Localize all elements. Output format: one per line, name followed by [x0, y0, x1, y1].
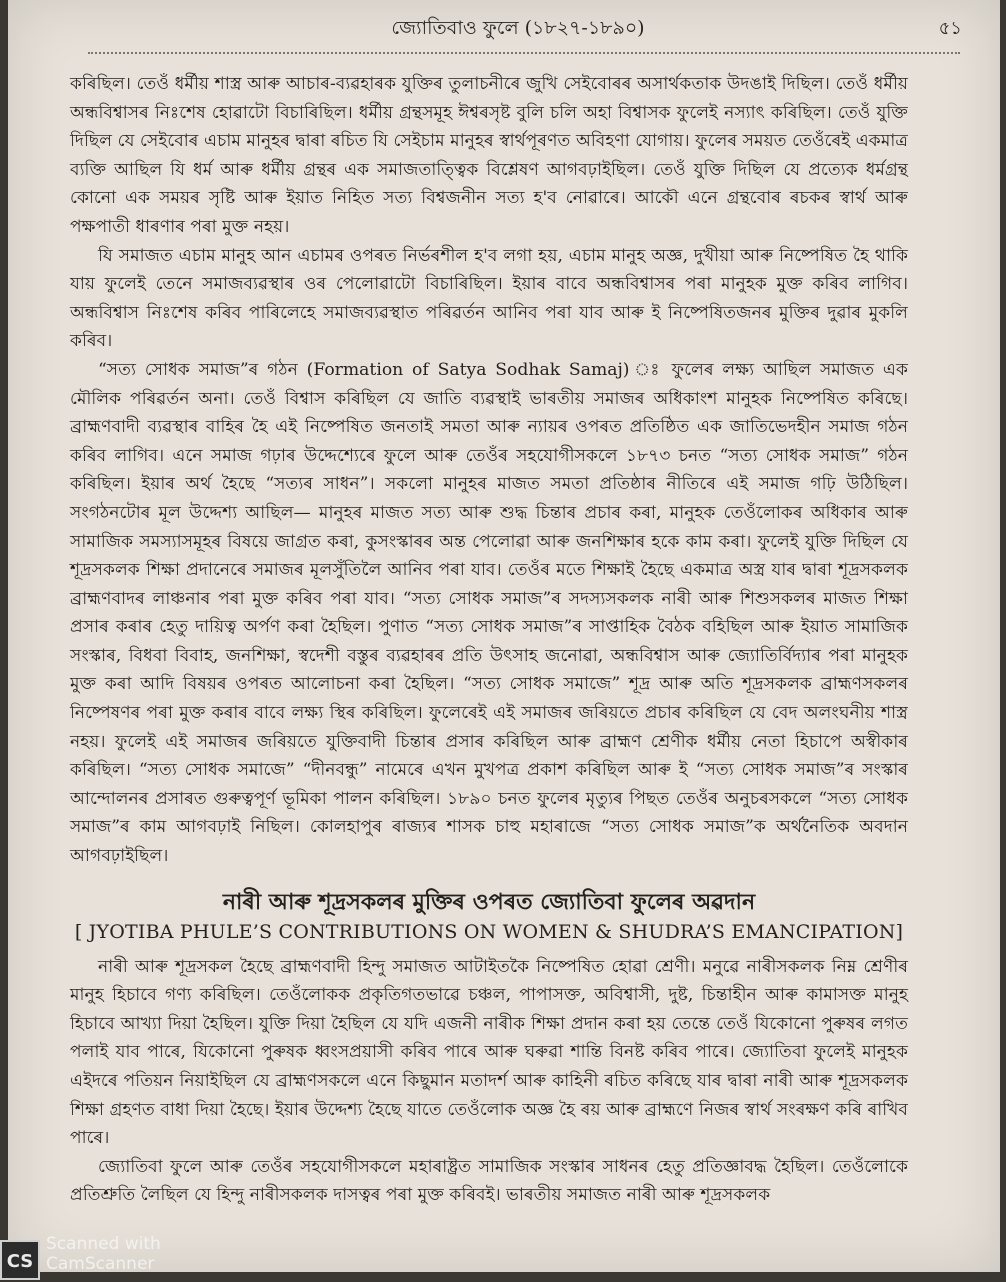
paragraph: যি সমাজত এচাম মানুহ আন এচামৰ ওপৰত নিৰ্ভৰশীল হ'ব লগা হয়, এচাম মানুহ অজ্ঞ, দুখীয়া আৰু নিষ্পেষিত হৈ থাকি যায় ফুলেই তেনে সমাজব্যৱস্থাৰ ওৰ পেলোৱাটো বিচাৰিছিল। ইয়াৰ বাবে অন্ধবিশ্বাসৰ পৰা মানুহক মুক্ত কৰিব লাগিব। অন্ধবিশ্বাস নিঃশেষ কৰিব পাৰিলেহে সমাজব্যৱস্থাত পৰিৱৰ্তন আনিব পৰা যাব আৰু ই নিষ্পেষিতজনৰ মুক্তিৰ দুৱাৰ মুকলি কৰিব।	[70, 242, 908, 356]
section-heading-english: [ JYOTIBA PHULE’S CONTRIBUTIONS ON WOMEN & SHUDRA’S EMANCIPATION]	[70, 917, 908, 947]
camscanner-logo-icon: CS	[0, 1240, 40, 1280]
paragraph-satya-sodhak: “সত্য সোধক সমাজ”ৰ গঠন (Formation of Satya Sodhak Samaj) ঃ ফুলেৰ লক্ষ্য আছিল সমাজত এক মৌলিক পৰিৱৰ্তন অনা। তেওঁ বিশ্বাস কৰিছিল যে জাতি ব্যৱস্থাই ভাৰতীয় সমাজৰ অধিকাংশ মানুহক নিষ্পেষিত কৰিছে। ব্ৰাহ্মণবাদী ব্যৱস্থাৰ বাহিৰ হৈ এই নিষ্পেষিত জনতাই সমতা আৰু ন্যায়ৰ ওপৰত প্ৰতিষ্ঠিত এক জাতিভেদহীন সমাজ গঠন কৰিব লাগিব। এনে সমাজ গঢ়াৰ উদ্দেশ্যেৰে ফুলে আৰু তেওঁৰ সহযোগীসকলে ১৮৭৩ চনত “সত্য সোধক সমাজ” গঠন কৰিছিল। ইয়াৰ অৰ্থ হৈছে “সত্যৰ সাধন”। সকলো মানুহৰ মাজত সমতা প্ৰতিষ্ঠাৰ নীতিৰে এই সমাজ গঢ়ি উঠিছিল। সংগঠনটোৰ মূল উদ্দেশ্য আছিল— মানুহৰ মাজত সত্য আৰু শুদ্ধ চিন্তাৰ প্ৰচাৰ কৰা, মানুহক তেওঁলোকৰ অধিকাৰ আৰু সামাজিক সমস্যাসমূহৰ বিষয়ে জাগ্ৰত কৰা, কুসংস্কাৰৰ অন্ত পেলোৱা আৰু জনশিক্ষাৰ হকে কাম কৰা। ফুলেই যুক্তি দিছিল যে শূদ্ৰসকলক শিক্ষা প্ৰদানেৰে সমাজৰ মূলসুঁতিলৈ আনিব পৰা যাব। তেওঁৰ মতে শিক্ষাই হৈছে একমাত্ৰ অস্ত্ৰ যাৰ দ্বাৰা শূদ্ৰসকলক ব্ৰাহ্মণবাদৰ লাঞ্চনাৰ পৰা মুক্ত কৰিব পৰা যাব। “সত্য সোধক সমাজ”ৰ সদস্যসকলক নাৰী আৰু শিশুসকলৰ মাজত শিক্ষা প্ৰসাৰ কৰাৰ হেতু দায়িত্ব অৰ্পণ কৰা হৈছিল। পুণাত “সত্য সোধক সমাজ”ৰ সাপ্তাহিক বৈঠক বহিছিল আৰু ইয়াত সামাজিক সংস্কাৰ, বিধবা বিবাহ, জনশিক্ষা, স্বদেশী বস্তুৰ ব্যৱহাৰৰ প্ৰতি উৎসাহ জনোৱা, অন্ধবিশ্বাস আৰু জ্যোতিৰ্বিদ্যাৰ পৰা মানুহক মুক্ত কৰা আদি বিষয়ৰ ওপৰত আলোচনা কৰা হৈছিল। “সত্য সোধক সমাজে” শূদ্ৰ আৰু অতি শূদ্ৰসকলক ব্ৰাহ্মণসকলৰ নিষ্পেষণৰ পৰা মুক্ত কৰাৰ বাবে লক্ষ্য স্থিৰ কৰিছিল। ফুলেৰেই এই সমাজৰ জৰিয়তে প্ৰচাৰ কৰিছিল যে বেদ অলংঘনীয় শাস্ত্ৰ নহয়। ফুলেই এই সমাজৰ জৰিয়তে যুক্তিবাদী চিন্তাৰ প্ৰসাৰ কৰিছিল আৰু ব্ৰাহ্মণ শ্ৰেণীক ধৰ্মীয় নেতা হিচাপে অস্বীকাৰ কৰিছিল। “সত্য সোধক সমাজে” “দীনবন্ধু” নামেৰে এখন মুখপত্ৰ প্ৰকাশ কৰিছিল আৰু ই “সত্য সোধক সমাজ”ৰ সংস্কাৰ আন্দোলনৰ প্ৰসাৰত গুৰুত্বপূৰ্ণ ভূমিকা পালন কৰিছিল। ১৮৯০ চনত ফুলেৰ মৃত্যুৰ পিছত তেওঁৰ অনুচৰসকলে “সত্য সোধক সমাজ”ৰ কাম আগবঢ়াই নিছিল। কোলহাপুৰ ৰাজ্যৰ শাসক চাহু মহাৰাজে “সত্য সোধক সমাজ”ক অৰ্থনৈতিক অবদান আগবঢ়াইছিল।	[70, 356, 908, 871]
scanner-watermark	[0, 1238, 260, 1280]
paragraph: নাৰী আৰু শূদ্ৰসকল হৈছে ব্ৰাহ্মণবাদী হিন্দু সমাজত আটাইতকৈ নিষ্পেষিত হোৱা শ্ৰেণী। মনুৱে নাৰীসকলক নিম্ন শ্ৰেণীৰ মানুহ হিচাবে গণ্য কৰিছিল। তেওঁলোকক প্ৰকৃতিগতভাৱে চঞ্চল, পাপাসক্ত, অবিশ্বাসী, দুষ্ট, চিন্তাহীন আৰু কামাসক্ত মানুহ হিচাবে আখ্যা দিয়া হৈছিল। যুক্তি দিয়া হৈছিল যে যদি এজনী নাৰীক শিক্ষা প্ৰদান কৰা হয় তেন্তে তেওঁ যিকোনো পুৰুষৰ লগত পলাই যাব পাৰে, যিকোনো পুৰুষক ধ্বংসপ্ৰয়াসী কৰিব পাৰে আৰু ঘৰুৱা শান্তি বিনষ্ট কৰিব পাৰে। জ্যোতিবা ফুলেই মানুহক এইদৰে পতিয়ন নিয়াইছিল যে ব্ৰাহ্মণসকলে এনে কিছুমান মতাদৰ্শ আৰু কাহিনী ৰচিত কৰিছে যাৰ দ্বাৰা নাৰী আৰু শূদ্ৰসকলক শিক্ষা গ্ৰহণত বাধা দিয়া হৈছে। ইয়াৰ উদ্দেশ্য হৈছে যাতে তেওঁলোক অজ্ঞ হৈ ৰয় আৰু ব্ৰাহ্মণে নিজৰ স্বাৰ্থ সংৰক্ষণ কৰি ৰাখিব পাৰে।	[70, 953, 908, 1153]
section-heading: নাৰী আৰু শূদ্ৰসকলৰ মুক্তিৰ ওপৰত জ্যোতিবা ফুলেৰ অৱদান	[70, 887, 908, 917]
running-title: জ্যোতিবাও ফুলে (১৮২৭-১৮৯০)	[308, 14, 728, 46]
header-dotted-rule	[88, 52, 960, 54]
page-number: ৫১	[939, 14, 962, 45]
watermark-text: Scanned with CamScanner	[46, 1234, 260, 1274]
page-body	[70, 70, 908, 1210]
paragraph: কৰিছিল। তেওঁ ধৰ্মীয় শাস্ত্ৰ আৰু আচাৰ-ব্যৱহাৰক যুক্তিৰ তুলাচনীৰে জুখি সেইবোৰৰ অসাৰ্থকতাক উদঙাই দিছিল। তেওঁ ধৰ্মীয় অন্ধবিশ্বাসৰ নিঃশেষ হোৱাটো বিচাৰিছিল। ধৰ্মীয় গ্ৰন্থসমূহ ঈশ্বৰসৃষ্ট বুলি চলি অহা বিশ্বাসক ফুলেই নস্যাৎ কৰিছিল। তেওঁ যুক্তি দিছিল যে সেইবোৰ এচাম মানুহৰ দ্বাৰা ৰচিত যি সেইচাম মানুহৰ স্বাৰ্থপূৰণত অবিহণা যোগায়। ফুলেৰ সময়ত তেওঁৰেই একমাত্ৰ ব্যক্তি আছিল যি ধৰ্ম আৰু ধৰ্মীয় গ্ৰন্থৰ এক সমাজতাত্ত্বিক বিশ্লেষণ আগবঢ়াইছিল। তেওঁ যুক্তি দিছিল যে প্ৰত্যেক ধৰ্মগ্ৰন্থ কোনো এক সময়ৰ সৃষ্টি আৰু ইয়াত নিহিত সত্য বিশ্বজনীন সত্য হ'ব নোৱাৰে। আকৌ এনে গ্ৰন্থবোৰ ৰচকৰ স্বাৰ্থ আৰু পক্ষপাতী ধাৰণাৰ পৰা মুক্ত নহয়।	[70, 70, 908, 242]
paragraph: জ্যোতিবা ফুলে আৰু তেওঁৰ সহযোগীসকলে মহাৰাষ্ট্ৰত সামাজিক সংস্কাৰ সাধনৰ হেতু প্ৰতিজ্ঞাবদ্ধ হৈছিল। তেওঁলোকে প্ৰতিশ্ৰুতি লৈছিল যে হিন্দু নাৰীসকলক দাসত্বৰ পৰা মুক্ত কৰিবই। ভাৰতীয় সমাজত নাৰী আৰু শূদ্ৰসকলক	[70, 1153, 908, 1210]
page-header	[8, 10, 1000, 40]
book-page	[8, 0, 1000, 1272]
